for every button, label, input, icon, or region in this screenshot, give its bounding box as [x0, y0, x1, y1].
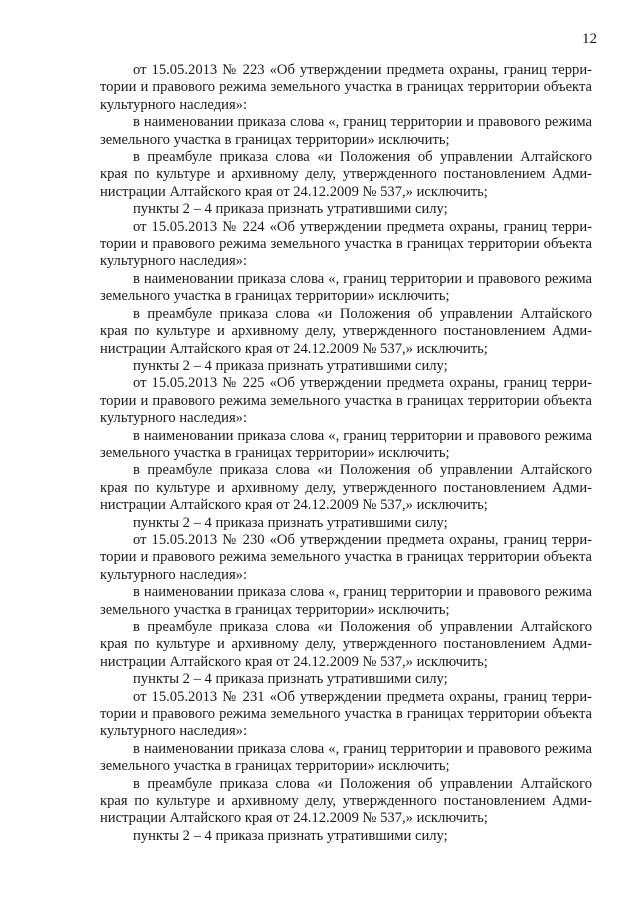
paragraph: от 15.05.2013 № 230 «Об утверждении предмета охраны, границ территории и правового режима земельного участка в границах территории объекта культурного наследия»:: [100, 531, 592, 583]
paragraph: от 15.05.2013 № 225 «Об утверждении предмета охраны, границ территории и правового режима земельного участка в границах территории объекта культурного наследия»:: [100, 375, 592, 427]
paragraph: пункты 2 – 4 приказа признать утратившими силу;: [133, 201, 448, 218]
paragraph: пункты 2 – 4 приказа признать утратившими силу;: [133, 671, 448, 688]
paragraph: в наименовании приказа слова «, границ территории и правового режима земельного участка в границах территории» исключить;: [100, 740, 592, 775]
paragraph: в наименовании приказа слова «, границ территории и правового режима земельного участка в границах территории» исключить;: [100, 427, 592, 461]
paragraph: пункты 2 – 4 приказа признать утратившими силу;: [133, 827, 448, 844]
paragraph: в наименовании приказа слова «, границ территории и правового режима земельного участка в границах территории» исключить;: [100, 270, 592, 305]
paragraph: от 15.05.2013 № 223 «Об утверждении предмета охраны, границ территории и правового режима земельного участка в границах территории объекта культурного наследия»:: [100, 62, 592, 113]
paragraph: в наименовании приказа слова «, границ территории и правового режима земельного участка в границах территории» исключить;: [100, 114, 592, 148]
paragraph: пункты 2 – 4 приказа признать утратившими силу;: [133, 357, 448, 374]
paragraph: в наименовании приказа слова «, границ территории и правового режима земельного участка в границах территории» исключить;: [100, 584, 592, 618]
paragraph: пункты 2 – 4 приказа признать утратившими силу;: [133, 514, 448, 531]
paragraph: в преамбуле приказа слова «и Положения об управлении Алтайского края по культуре и архивному делу, утвержденного постановлением Администрации Алтайского края от 24.12.2009 № 537,» исключить;: [100, 775, 592, 827]
paragraph: в преамбуле приказа слова «и Положения об управлении Алтайского края по культуре и архивному делу, утвержденного постановлением Администрации Алтайского края от 24.12.2009 № 537,» исключить;: [100, 305, 592, 357]
paragraph: от 15.05.2013 № 224 «Об утверждении предмета охраны, границ территории и правового режима земельного участка в границах территории объекта культурного наследия»:: [100, 218, 592, 270]
page-number: 12: [582, 31, 597, 47]
paragraph: в преамбуле приказа слова «и Положения об управлении Алтайского края по культуре и архивному делу, утвержденного постановлением Администрации Алтайского края от 24.12.2009 № 537,» исключить;: [100, 619, 592, 670]
document-body: [100, 62, 592, 845]
paragraph: в преамбуле приказа слова «и Положения об управлении Алтайского края по культуре и архивному делу, утвержденного постановлением Администрации Алтайского края от 24.12.2009 № 537,» исключить;: [100, 149, 592, 200]
paragraph: в преамбуле приказа слова «и Положения об управлении Алтайского края по культуре и архивному делу, утвержденного постановлением Администрации Алтайского края от 24.12.2009 № 537,» исключить;: [100, 462, 592, 514]
paragraph: от 15.05.2013 № 231 «Об утверждении предмета охраны, границ территории и правового режима земельного участка в границах территории объекта культурного наследия»:: [100, 688, 592, 740]
